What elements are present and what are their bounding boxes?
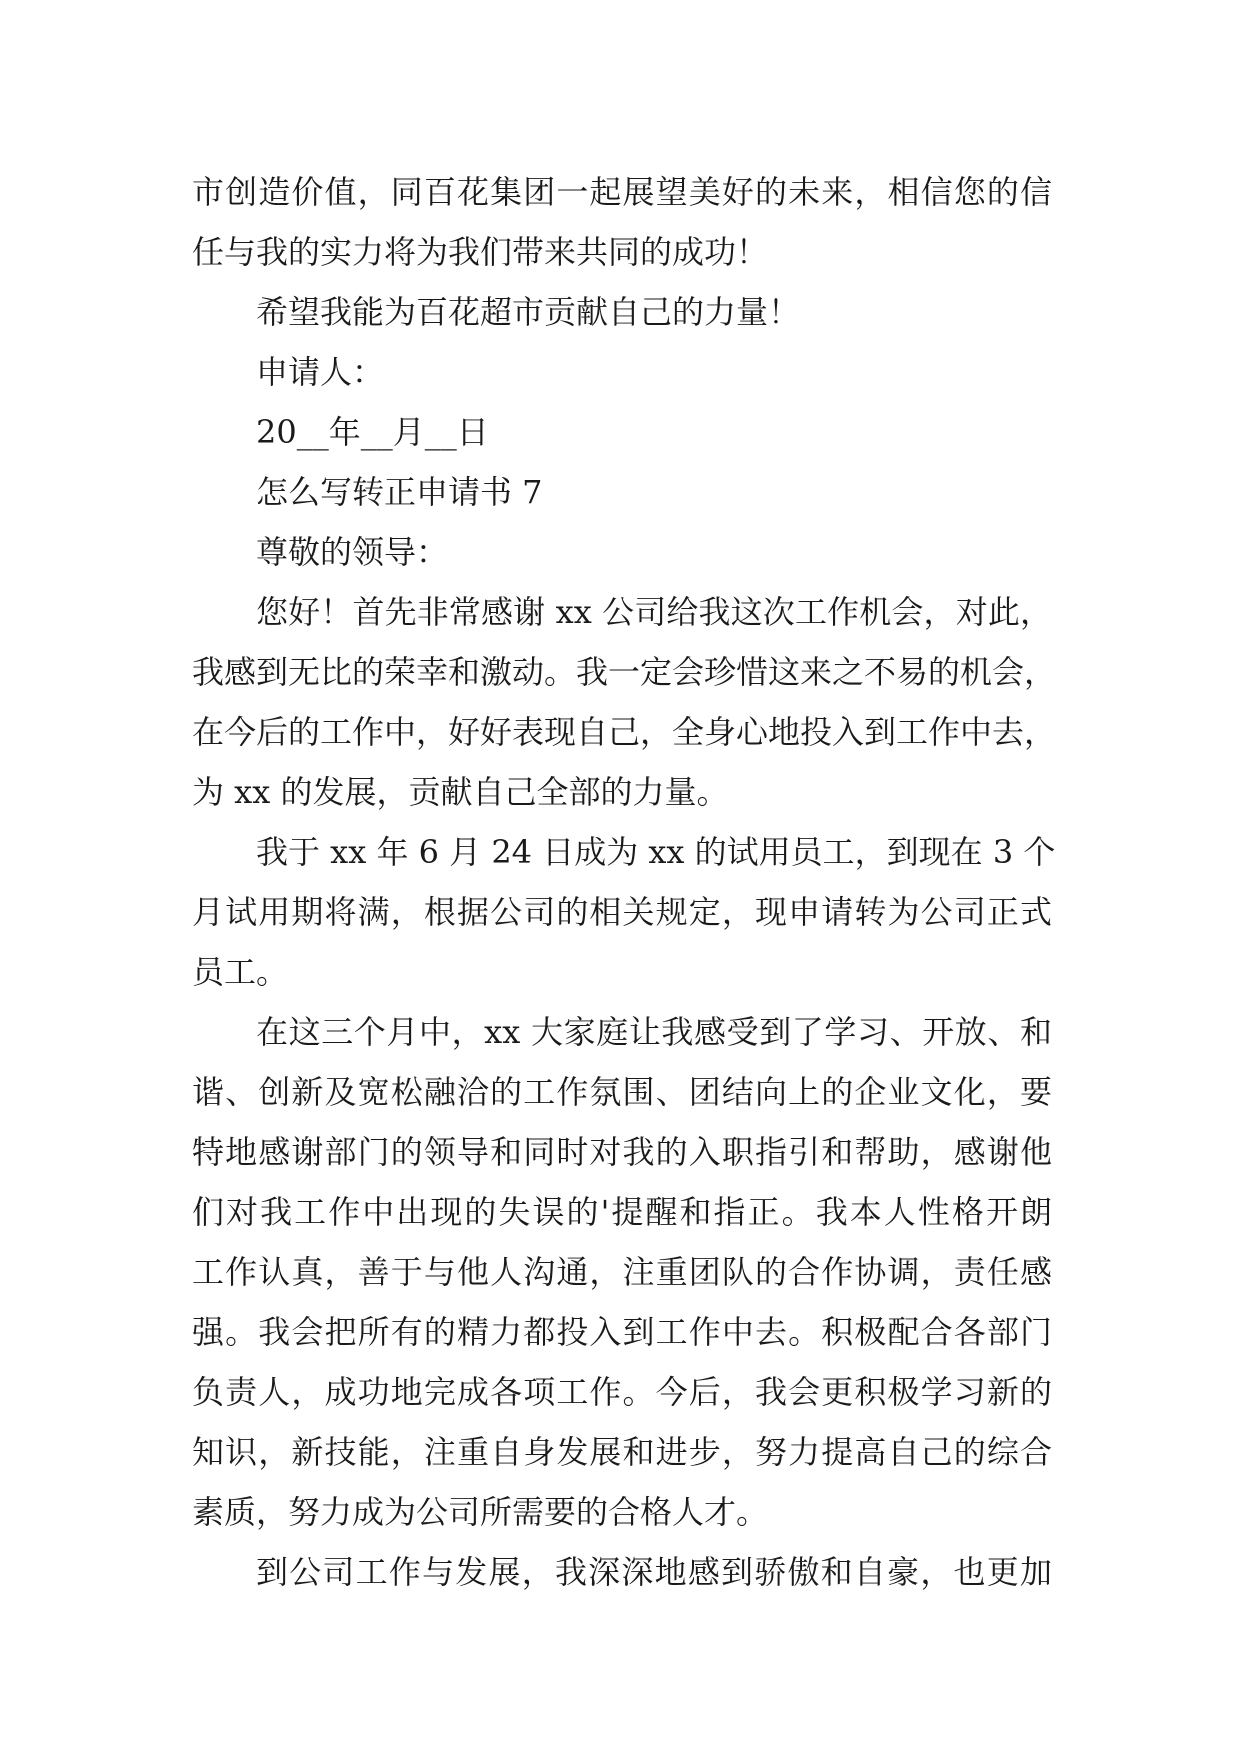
text-line: 负责人，成功地完成各项工作。今后，我会更积极学习新的 xyxy=(192,1373,1052,1411)
text-line: 知识，新技能，注重自身发展和进步，努力提高自己的综合 xyxy=(192,1433,1052,1471)
text-line: 我于 xx 年 6 月 24 日成为 xx 的试用员工，到现在 3 个 xyxy=(256,833,1056,871)
salutation: 尊敬的领导： xyxy=(256,533,449,571)
text-line: 市创造价值，同百花集团一起展望美好的未来，相信您的信 xyxy=(192,173,1052,211)
document-page xyxy=(192,162,1057,1602)
text-line: 到公司工作与发展，我深深地感到骄傲和自豪，也更加 xyxy=(256,1553,1052,1591)
text-line: 任与我的实力将为我们带来共同的成功！ xyxy=(192,233,769,271)
text-line: 强。我会把所有的精力都投入到工作中去。积极配合各部门 xyxy=(192,1313,1052,1351)
text-line: 为 xx 的发展，贡献自己全部的力量。 xyxy=(192,773,729,811)
text-line: 月试用期将满，根据公司的相关规定，现申请转为公司正式 xyxy=(192,893,1052,931)
text-line: 我感到无比的荣幸和激动。我一定会珍惜这来之不易的机会， xyxy=(192,653,1057,691)
text-line: 希望我能为百花超市贡献自己的力量！ xyxy=(256,293,801,331)
text-line: 工作认真，善于与他人沟通，注重团队的合作协调，责任感 xyxy=(192,1253,1052,1291)
text-line: 在这三个月中，xx 大家庭让我感受到了学习、开放、和 xyxy=(256,1013,1052,1051)
text-line: 申请人： xyxy=(256,353,385,391)
text-line: 20__年__月__日 xyxy=(256,413,489,451)
text-line: 们对我工作中出现的失误的'提醒和指正。我本人性格开朗 xyxy=(192,1193,1052,1231)
text-line: 特地感谢部门的领导和同时对我的入职指引和帮助，感谢他 xyxy=(192,1133,1052,1171)
text-line: 您好！首先非常感谢 xx 公司给我这次工作机会，对此， xyxy=(256,593,1052,631)
text-line: 素质，努力成为公司所需要的合格人才。 xyxy=(192,1493,769,1531)
section-heading: 怎么写转正申请书 7 xyxy=(256,473,543,511)
text-line: 在今后的工作中，好好表现自己，全身心地投入到工作中去， xyxy=(192,713,1057,751)
text-line: 谐、创新及宽松融洽的工作氛围、团结向上的企业文化，要 xyxy=(192,1073,1052,1111)
text-line: 员工。 xyxy=(192,953,289,991)
